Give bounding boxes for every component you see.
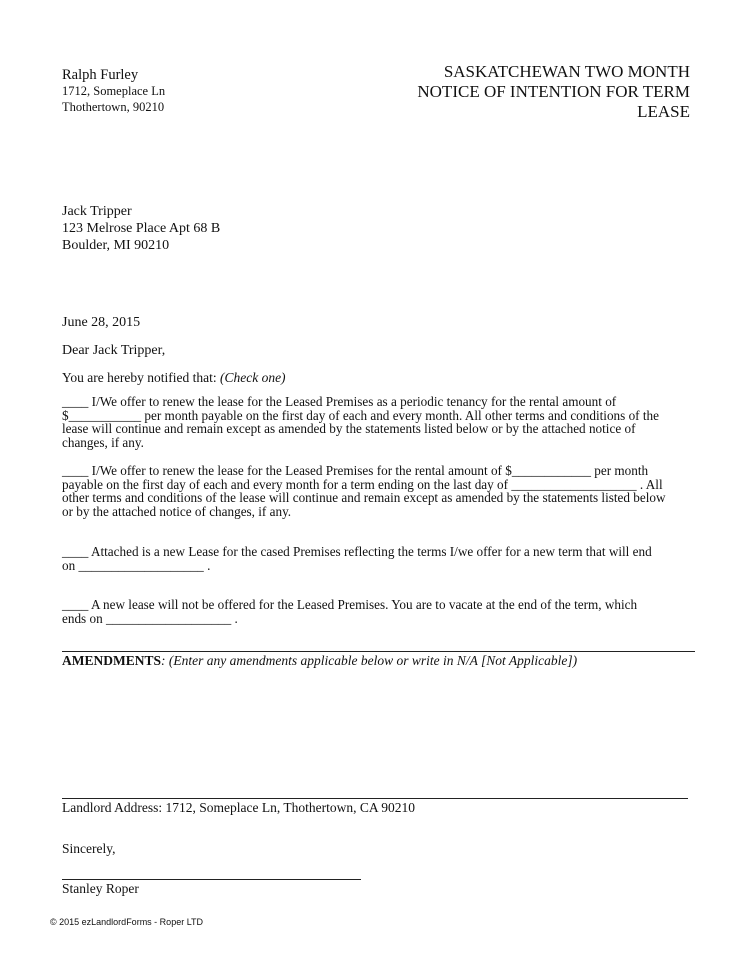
option-line: payable on the first day of each and every month for a term ending on the last day of ___________________ . All bbox=[62, 476, 663, 492]
option-line: ____ I/We offer to renew the lease for the Leased Premises as a periodic tenancy for the rental amount of bbox=[62, 394, 617, 409]
option-line: ____ A new lease will not be offered for the Leased Premises. You are to vacate at the end of the term, which bbox=[62, 597, 638, 612]
option-line: or by the attached notice of changes, if any. bbox=[62, 503, 292, 519]
notice-intro-text: You are hereby notified that: bbox=[62, 370, 220, 385]
notice-intro bbox=[62, 370, 286, 386]
option-line: ends on ___________________ . bbox=[62, 610, 238, 626]
option-vacate[interactable] bbox=[62, 598, 690, 625]
document-title bbox=[370, 62, 690, 122]
amendments-heading bbox=[62, 653, 577, 669]
sender-address-line2: Thothertown, 90210 bbox=[62, 100, 165, 114]
sender-block bbox=[62, 67, 165, 115]
sender-name: Ralph Furley bbox=[62, 67, 139, 83]
closing: Sincerely, bbox=[62, 841, 116, 856]
option-fixed-term[interactable] bbox=[62, 464, 690, 518]
title-line3: LEASE bbox=[637, 102, 690, 121]
title-line1: SASKATCHEWAN TWO MONTH bbox=[443, 62, 690, 81]
option-line: ____ Attached is a new Lease for the cased Premises reflecting the terms I/we offer for a new term that will end bbox=[62, 544, 652, 559]
letter-date: June 28, 2015 bbox=[62, 315, 141, 330]
option-line: ____ I/We offer to renew the lease for the Leased Premises for the rental amount of $____________ per month bbox=[62, 463, 649, 478]
salutation: Dear Jack Tripper, bbox=[62, 343, 166, 358]
landlord-address: Landlord Address: 1712, Someplace Ln, Thothertown, CA 90210 bbox=[62, 800, 415, 815]
option-line: changes, if any. bbox=[62, 434, 144, 450]
option-periodic-tenancy[interactable] bbox=[62, 395, 690, 449]
option-line: on ___________________ . bbox=[62, 557, 211, 573]
recipient-name: Jack Tripper bbox=[62, 204, 132, 219]
recipient-address-line2: Boulder, MI 90210 bbox=[62, 238, 170, 253]
option-line: other terms and conditions of the lease will continue and remain except as amended by the statements listed below bbox=[62, 490, 666, 505]
signature-line bbox=[62, 879, 361, 880]
amendments-divider bbox=[62, 651, 695, 652]
recipient-block bbox=[62, 203, 220, 254]
landlord-divider bbox=[62, 798, 688, 799]
notice-intro-hint: (Check one) bbox=[219, 370, 286, 385]
signer-name: Stanley Roper bbox=[62, 881, 139, 896]
amendments-label: AMENDMENTS bbox=[62, 653, 162, 668]
copyright-footer: © 2015 ezLandlordForms - Roper LTD bbox=[50, 917, 204, 927]
option-line: $___________ per month payable on the first day of each and every month. All other terms and conditions of the bbox=[62, 407, 659, 423]
option-new-lease-attached[interactable] bbox=[62, 545, 690, 572]
recipient-address-line1: 123 Melrose Place Apt 68 B bbox=[62, 221, 221, 236]
title-line2: NOTICE OF INTENTION FOR TERM bbox=[417, 82, 690, 101]
sender-address-line1: 1712, Someplace Ln bbox=[62, 84, 166, 98]
option-line: lease will continue and remain except as amended by the statements listed below or by the attached notice of bbox=[62, 421, 636, 436]
amendments-instruction: : (Enter any amendments applicable below or write in N/A [Not Applicable]) bbox=[161, 653, 578, 668]
